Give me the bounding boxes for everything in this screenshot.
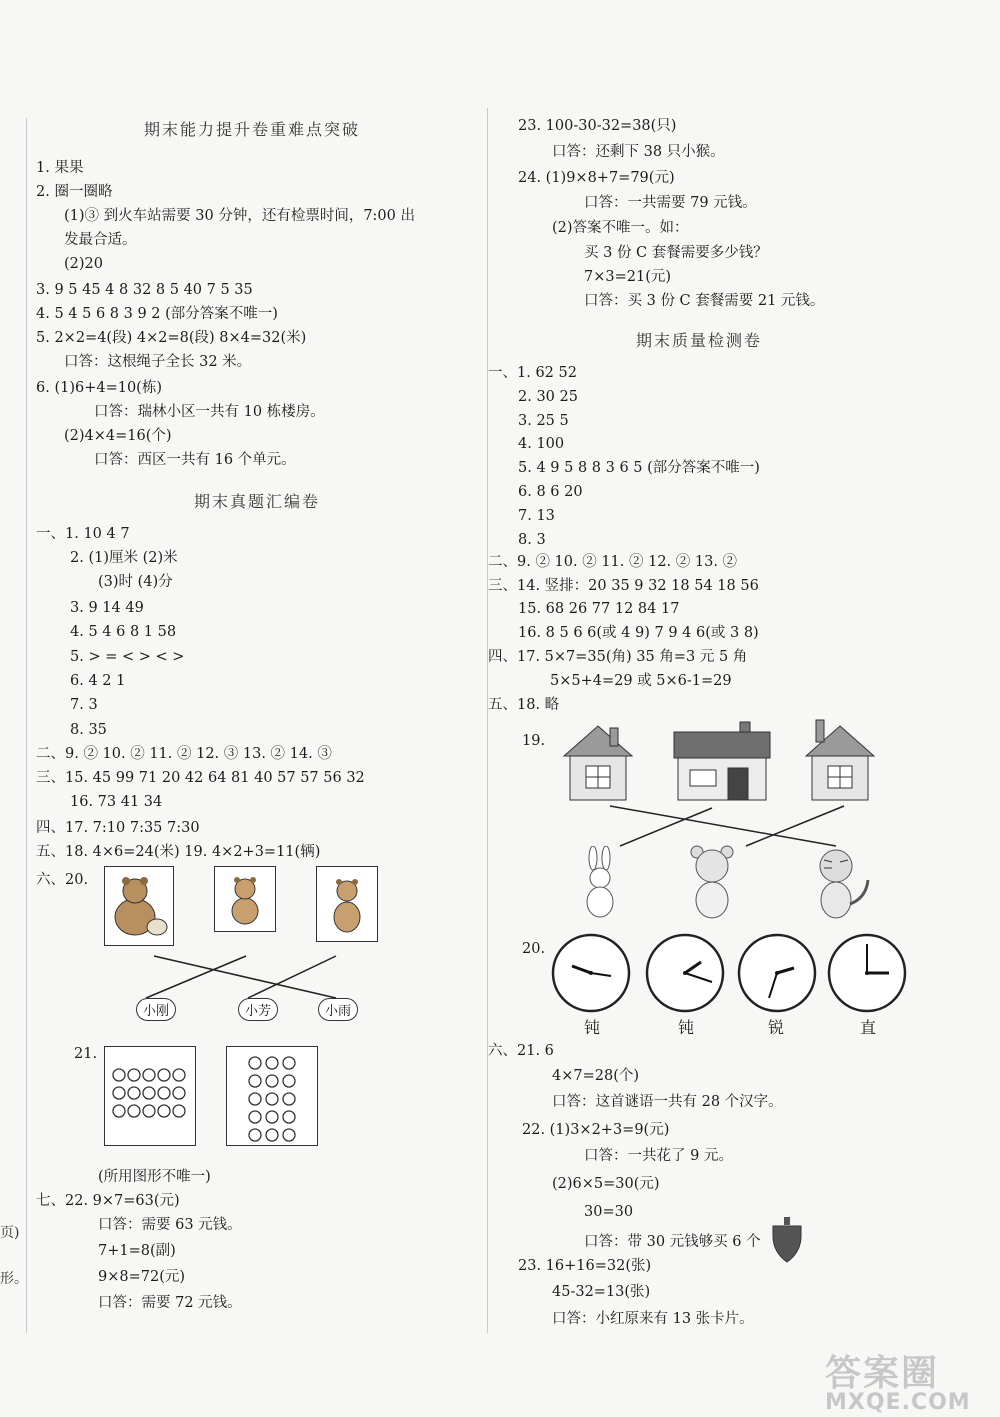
answer-line: 口答：需要 63 元钱。 (98, 1217, 242, 1233)
answer-line: (2)6×5=30(元) (552, 1176, 660, 1192)
answer-line: 一、1. 62 52 (488, 365, 577, 381)
answer-line: (2)答案不唯一。如： (552, 220, 689, 236)
answer-line: 4. 100 (518, 436, 565, 452)
clock-face (644, 932, 726, 1014)
question-label: 20. (522, 941, 546, 957)
left-margin-rule (26, 118, 27, 1333)
question-label: 21. (74, 1046, 98, 1062)
answer-line: 六、20. (36, 872, 89, 888)
answer-line: 2. 30 25 (518, 389, 578, 405)
answer-line: 23. 16+16=32(张) (518, 1258, 652, 1274)
answer-line: 3. 9 14 49 (70, 600, 144, 616)
answer-line: 45-32=13(张) (552, 1284, 651, 1300)
circle-arrangement-box (226, 1046, 318, 1146)
answer-line: 7×3=21(元) (584, 269, 672, 285)
watermark (825, 1345, 971, 1415)
answer-line: 3. 9 5 45 4 8 32 8 5 40 7 5 35 (36, 282, 253, 298)
answer-line: 1. 果果 (36, 160, 84, 176)
angle-label: 直 (860, 1018, 877, 1037)
answer-line: 4. 5 4 6 8 1 58 (70, 624, 177, 640)
name-label: 小芳 (238, 998, 278, 1021)
clock-face (736, 932, 818, 1014)
answer-line: 16. 8 5 6 6(或 4 9) 7 9 4 6(或 3 8) (518, 625, 759, 641)
circle-arrangement-box (104, 1046, 196, 1146)
answer-line: 6. 8 6 20 (518, 484, 583, 500)
answer-line: 7. 3 (70, 697, 98, 713)
answer-line: 2. (1)厘米 (2)米 (70, 550, 178, 566)
edge-fragment: 形。 (0, 1271, 28, 1287)
answer-line: 6. (1)6+4=10(栋) (36, 380, 162, 396)
answer-line: 4×7=28(个) (552, 1068, 640, 1084)
answer-line: 30=30 (584, 1204, 634, 1220)
answer-line: 口答：这首谜语一共有 28 个汉字。 (552, 1094, 783, 1110)
answer-line: 二、9. ② 10. ② 11. ② 12. ③ 13. ② 14. ③ (36, 746, 332, 762)
answer-line: 四、17. 7:10 7:35 7:30 (36, 820, 200, 836)
tiger-cub-picture (810, 842, 874, 922)
answer-line: 5. > = < > < > (70, 649, 185, 665)
answer-line: (所用图形不唯一) (98, 1169, 211, 1185)
answer-line: 8. 35 (70, 722, 107, 738)
answer-line: 7. 13 (518, 508, 555, 524)
answer-line: 口答：一共花了 9 元。 (584, 1148, 733, 1164)
answer-line: 口答：买 3 份 C 套餐需要 21 元钱。 (584, 293, 825, 309)
bear-picture (317, 867, 377, 941)
picture-card (104, 866, 174, 946)
answer-line: (3)时 (4)分 (98, 574, 173, 590)
watermark-logo: 答案圈 (825, 1353, 940, 1394)
answer-line: 三、14. 竖排：20 35 9 32 18 54 18 56 (488, 578, 759, 594)
picture-card (316, 866, 378, 942)
answer-line: 7+1=8(副) (98, 1243, 176, 1259)
answer-line: 一、1. 10 4 7 (36, 526, 130, 542)
bear-picture (215, 867, 275, 931)
bear-and-dog-picture (105, 867, 173, 945)
edge-fragment: 页) (0, 1225, 20, 1241)
rabbit-picture (576, 846, 624, 920)
question-label: 19. (522, 733, 546, 749)
answer-line: 5. 2×2=4(段) 4×2=8(段) 8×4=32(米) (36, 330, 307, 346)
answer-line: 口答：一共需要 79 元钱。 (584, 195, 757, 211)
answer-line: 发最合适。 (64, 232, 137, 248)
name-label: 小刚 (136, 998, 176, 1021)
answer-line: 口答：这根绳子全长 32 米。 (64, 354, 252, 370)
answer-line: 22. (1)3×2+3=9(元) (522, 1122, 670, 1138)
watermark-url: MXQE.COM (825, 1390, 971, 1415)
section-title: 期末质量检测卷 (636, 331, 763, 350)
circles-3x5 (227, 1047, 317, 1145)
answer-line: 6. 4 2 1 (70, 673, 126, 689)
answer-line: 二、9. ② 10. ② 11. ② 12. ② 13. ② (488, 554, 738, 570)
answer-line: 五、18. 略 (488, 697, 560, 713)
section-title: 期末真题汇编卷 (194, 492, 321, 511)
answer-line: 口答：小红原来有 13 张卡片。 (552, 1311, 754, 1327)
answer-line: 5. 4 9 5 8 8 3 6 5 (部分答案不唯一) (518, 460, 760, 476)
answer-line: 15. 68 26 77 12 84 17 (518, 601, 680, 617)
answer-line: 五、18. 4×6=24(米) 19. 4×2+3=11(辆) (36, 844, 321, 860)
angle-label: 钝 (584, 1018, 601, 1037)
answer-line: 口答：瑞林小区一共有 10 栋楼房。 (94, 404, 325, 420)
answer-line: 8. 3 (518, 532, 546, 548)
matching-lines (136, 950, 366, 1002)
answer-line: 口答：需要 72 元钱。 (98, 1295, 242, 1311)
clock-face (550, 932, 632, 1014)
column-divider (487, 108, 488, 1333)
answer-line: (1)③ 到火车站需要 30 分钟，还有检票时间，7:00 出 (64, 208, 415, 224)
answer-line: 四、17. 5×7=35(角) 35 角=3 元 5 角 (488, 649, 748, 665)
answer-line: (2)20 (64, 256, 103, 272)
answer-line: 16. 73 41 34 (70, 794, 163, 810)
answer-line: 2. 圈一圈略 (36, 184, 113, 200)
circles-5x3 (105, 1047, 195, 1145)
house-picture (804, 716, 876, 802)
angle-label: 钝 (678, 1018, 695, 1037)
bear-cub-picture (684, 840, 744, 922)
answer-line: 5×5+4=29 或 5×6-1=29 (550, 673, 732, 689)
answer-line: 3. 25 5 (518, 413, 569, 429)
section-title: 期末能力提升卷重难点突破 (144, 120, 361, 139)
answer-line: 七、22. 9×7=63(元) (36, 1193, 180, 1209)
answer-line: 六、21. 6 (488, 1043, 554, 1059)
spinning-top-picture (770, 1216, 804, 1264)
angle-label: 锐 (768, 1018, 785, 1037)
answer-line: (2)4×4=16(个) (64, 428, 172, 444)
answer-line: 口答：还剩下 38 只小猴。 (552, 144, 725, 160)
answer-line: 口答：带 30 元钱够买 6 个 (584, 1234, 761, 1250)
answer-line: 24. (1)9×8+7=79(元) (518, 170, 675, 186)
answer-line: 9×8=72(元) (98, 1269, 186, 1285)
picture-card (214, 866, 276, 932)
answer-line: 4. 5 4 5 6 8 3 9 2 (部分答案不唯一) (36, 306, 278, 322)
house-picture (562, 720, 634, 802)
answer-line: 口答：西区一共有 16 个单元。 (94, 452, 296, 468)
answer-line: 三、15. 45 99 71 20 42 64 81 40 57 57 56 32 (36, 770, 365, 786)
answer-line: 23. 100-30-32=38(只) (518, 118, 677, 134)
name-label: 小雨 (318, 998, 358, 1021)
shop-picture (672, 720, 772, 802)
answer-line: 买 3 份 C 套餐需要多少钱？ (584, 245, 768, 261)
clock-face (826, 932, 908, 1014)
